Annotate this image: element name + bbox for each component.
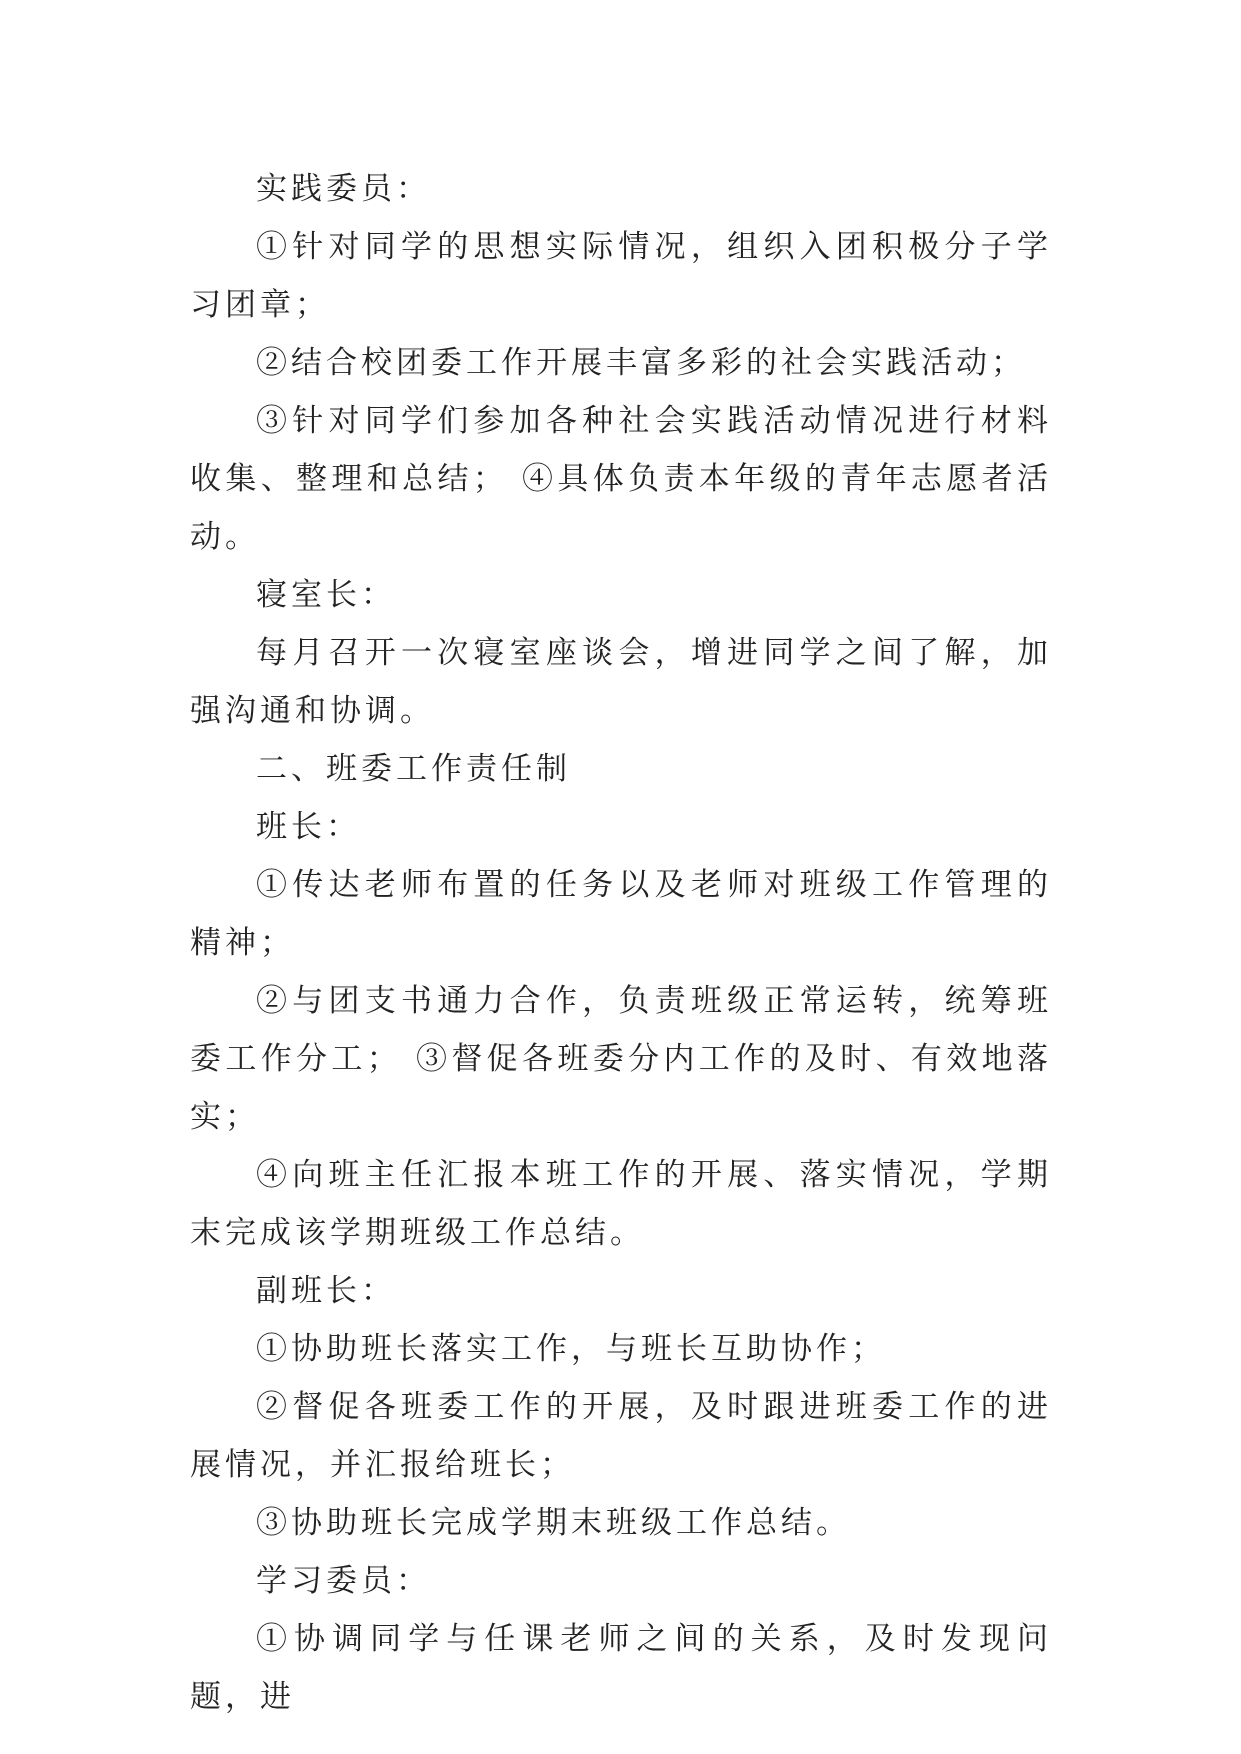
paragraph-vice-monitor-item-2: ②督促各班委工作的开展，及时跟进班委工作的进展情况，并汇报给班长； [190,1389,1052,1483]
paragraph-practice-item-1: ①针对同学的思想实际情况，组织入团积极分子学习团章； [190,229,1052,323]
paragraph-practice-committee-heading: 实践委员： [256,171,431,207]
section-heading-responsibility: 二、班委工作责任制 [256,751,571,787]
paragraph-practice-item-2: ②结合校团委工作开展丰富多彩的社会实践活动； [256,345,1026,381]
paragraph-monitor-item-2-3: ②与团支书通力合作，负责班级正常运转，统筹班委工作分工； ③督促各班委分内工作的及时、有效地落实； [190,983,1052,1135]
paragraph-vice-monitor-item-3: ③协助班长完成学期末班级工作总结。 [256,1505,851,1541]
paragraph-vice-monitor-heading: 副班长： [256,1273,396,1309]
paragraph-monitor-item-4: ④向班主任汇报本班工作的开展、落实情况，学期末完成该学期班级工作总结。 [190,1157,1052,1251]
paragraph-study-committee-heading: 学习委员： [256,1563,431,1599]
paragraph-monitor-heading: 班长： [256,809,361,845]
paragraph-dorm-leader-duty: 每月召开一次寝室座谈会，增进同学之间了解，加强沟通和协调。 [190,635,1052,729]
paragraph-dorm-leader-heading: 寝室长： [256,577,396,613]
document-body [190,160,1052,1726]
paragraph-monitor-item-1: ①传达老师布置的任务以及老师对班级工作管理的精神； [190,867,1052,961]
paragraph-study-committee-item-1: ①协调同学与任课老师之间的关系，及时发现问题，进 [190,1621,1052,1715]
paragraph-practice-item-3-4: ③针对同学们参加各种社会实践活动情况进行材料收集、整理和总结； ④具体负责本年级的青年志愿者活动。 [190,403,1052,555]
paragraph-vice-monitor-item-1: ①协助班长落实工作，与班长互助协作； [256,1331,886,1367]
